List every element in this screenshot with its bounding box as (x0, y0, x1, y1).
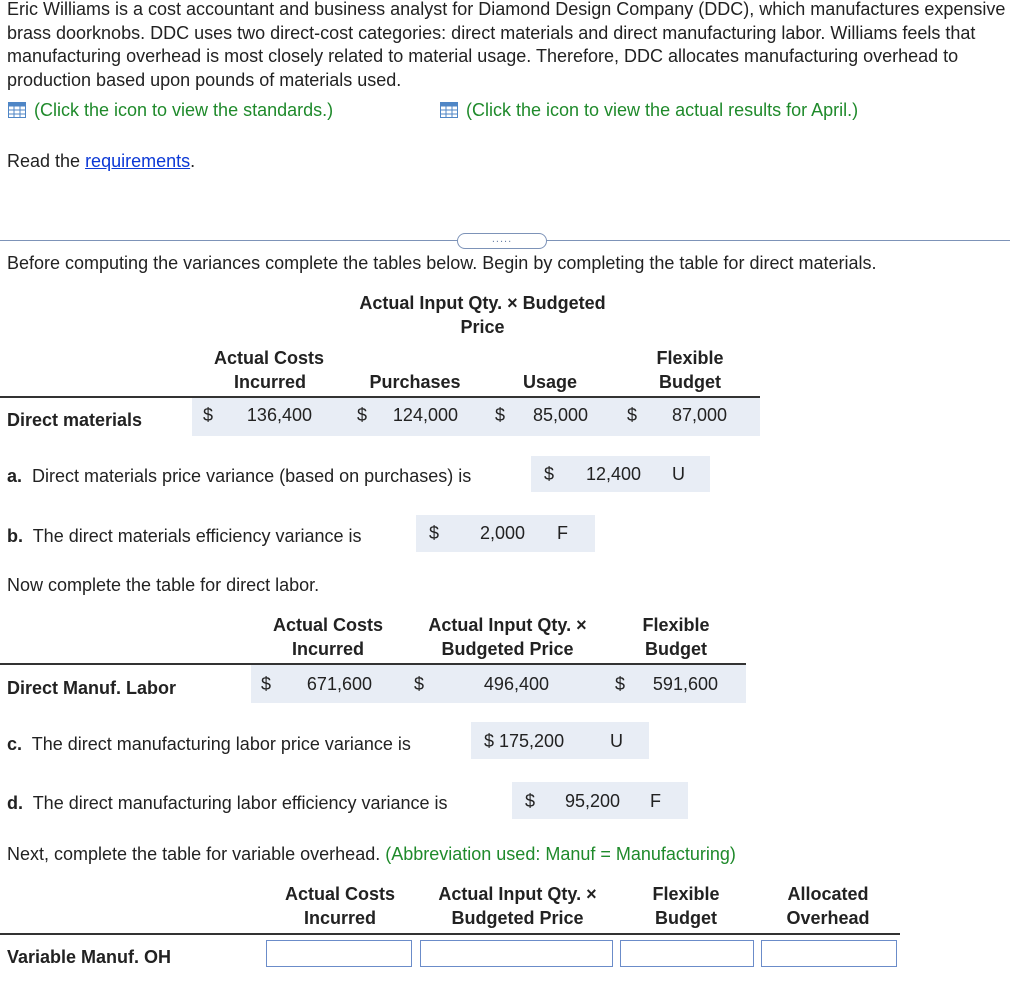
labor-col-flex-line1: Flexible (642, 615, 710, 635)
overhead-header-rule (0, 933, 900, 935)
materials-col-flex-line1: Flexible (656, 348, 724, 368)
overhead-col-alloc-line2: Overhead (786, 908, 870, 928)
question-a-text: Direct materials price variance (based on purchases) is (32, 466, 472, 486)
labor-col-aiq-line1: Actual Input Qty. × (428, 615, 587, 635)
labor-intro: Now complete the table for direct labor. (7, 575, 320, 595)
materials-actual-cur: $ (203, 405, 214, 425)
overhead-col-flex-line2: Budget (655, 908, 717, 928)
question-b-label: b. (7, 526, 23, 546)
question-d-flag[interactable]: F (650, 791, 661, 811)
materials-top-header (330, 291, 635, 339)
materials-purchases-cur: $ (357, 405, 368, 425)
materials-col-actual (200, 346, 338, 394)
question-c-amount[interactable]: $ 175,200 (484, 731, 565, 751)
overhead-col-aiq-line2: Budgeted Price (451, 908, 584, 928)
question-a-flag[interactable]: U (672, 464, 685, 484)
standards-link[interactable] (8, 100, 333, 121)
divider-handle[interactable]: ..... (457, 233, 547, 249)
labor-col-flexible (628, 613, 724, 661)
labor-actual-value[interactable]: 671,600 (306, 674, 372, 694)
materials-col-flex-line2: Budget (659, 372, 721, 392)
overhead-col-flex-line1: Flexible (652, 884, 720, 904)
question-a (7, 466, 471, 487)
actuals-link[interactable] (440, 100, 858, 121)
read-requirements (7, 151, 195, 172)
labor-col-aiq-line2: Budgeted Price (441, 639, 574, 659)
materials-usage-cur: $ (495, 405, 506, 425)
overhead-actual-input[interactable] (266, 940, 412, 967)
question-b (7, 526, 362, 547)
question-d (7, 793, 448, 814)
overhead-col-actual-line2: Incurred (303, 908, 377, 928)
table-icon[interactable] (440, 102, 458, 118)
labor-col-actual-line1: Actual Costs (272, 615, 384, 635)
question-b-text: The direct materials efficiency variance is (32, 526, 362, 546)
materials-col-actual-line1: Actual Costs (213, 348, 325, 368)
overhead-col-alloc-line1: Allocated (787, 884, 869, 904)
labor-col-actual-line2: Incurred (291, 639, 365, 659)
labor-col-actual (258, 613, 398, 661)
table-icon[interactable] (8, 102, 26, 118)
labor-flexible-cur: $ (615, 674, 626, 694)
question-a-amount[interactable]: 12,400 (585, 464, 641, 484)
materials-purchases-value[interactable]: 124,000 (392, 405, 458, 425)
materials-col-actual-line2: Incurred (233, 372, 307, 392)
question-c-label: c. (7, 734, 23, 754)
overhead-col-aiq-line1: Actual Input Qty. × (438, 884, 597, 904)
question-b-cur: $ (429, 523, 440, 543)
question-b-flag[interactable]: F (557, 523, 568, 543)
labor-aiq-value[interactable]: 496,400 (483, 674, 549, 694)
materials-col-usage: Usage (522, 372, 578, 392)
overhead-flexible-input[interactable] (620, 940, 754, 967)
question-d-label: d. (7, 793, 23, 813)
question-d-text: The direct manufacturing labor efficiency variance is (32, 793, 448, 813)
labor-col-flex-line2: Budget (645, 639, 707, 659)
materials-col-purchases: Purchases (369, 372, 461, 392)
question-d-cur: $ (525, 791, 536, 811)
actuals-link-text[interactable]: (Click the icon to view the actual results for April.) (466, 100, 859, 120)
labor-actual-cur: $ (261, 674, 272, 694)
overhead-note: (Abbreviation used: Manuf = Manufacturing) (385, 844, 736, 864)
overhead-col-flexible (638, 882, 734, 930)
overhead-allocated-input[interactable] (761, 940, 897, 967)
labor-row-label: Direct Manuf. Labor (7, 678, 177, 698)
requirements-link[interactable]: requirements (85, 151, 191, 171)
overhead-row-label: Variable Manuf. OH (7, 947, 172, 967)
labor-flexible-value[interactable]: 591,600 (652, 674, 718, 694)
materials-col-flexible (640, 346, 740, 394)
read-prefix: Read the (7, 151, 86, 171)
materials-row-label: Direct materials (7, 410, 143, 430)
question-d-amount[interactable]: 95,200 (564, 791, 620, 811)
overhead-intro (7, 844, 736, 865)
problem-statement: Eric Williams is a cost accountant and business analyst for Diamond Design Company (DDC), which manufactures expensive brass doorknobs. DDC uses two direct-cost categories: direct materials and direct manufacturing labor. Williams feels that manufacturing overhead is most closely related to material usage. Therefore, DDC allocates manufacturing overhead to production based upon pounds of materials used. (7, 0, 1006, 90)
read-suffix: . (190, 151, 196, 171)
labor-col-aiq (410, 613, 605, 661)
overhead-intro-text: Next, complete the table for variable overhead. (7, 844, 381, 864)
question-a-cur: $ (544, 464, 555, 484)
materials-actual-value[interactable]: 136,400 (246, 405, 312, 425)
overhead-col-actual (270, 882, 410, 930)
question-c-text: The direct manufacturing labor price variance is (31, 734, 411, 754)
labor-aiq-cur: $ (414, 674, 425, 694)
question-a-label: a. (7, 466, 23, 486)
materials-top-header-line1: Actual Input Qty. × Budgeted (359, 293, 606, 313)
question-c-flag[interactable]: U (610, 731, 623, 751)
overhead-aiq-input[interactable] (420, 940, 613, 967)
materials-usage-value[interactable]: 85,000 (532, 405, 588, 425)
question-c (7, 734, 411, 755)
question-b-amount[interactable]: 2,000 (479, 523, 525, 543)
instruction-text: Before computing the variances complete the tables below. Begin by completing the table for direct materials. (7, 253, 877, 273)
overhead-col-aiq (420, 882, 615, 930)
overhead-col-actual-line1: Actual Costs (284, 884, 396, 904)
materials-flexible-cur: $ (627, 405, 638, 425)
standards-link-text[interactable]: (Click the icon to view the standards.) (34, 100, 334, 120)
materials-top-header-line2: Price (460, 317, 505, 337)
overhead-col-allocated (772, 882, 884, 930)
materials-flexible-value[interactable]: 87,000 (671, 405, 727, 425)
